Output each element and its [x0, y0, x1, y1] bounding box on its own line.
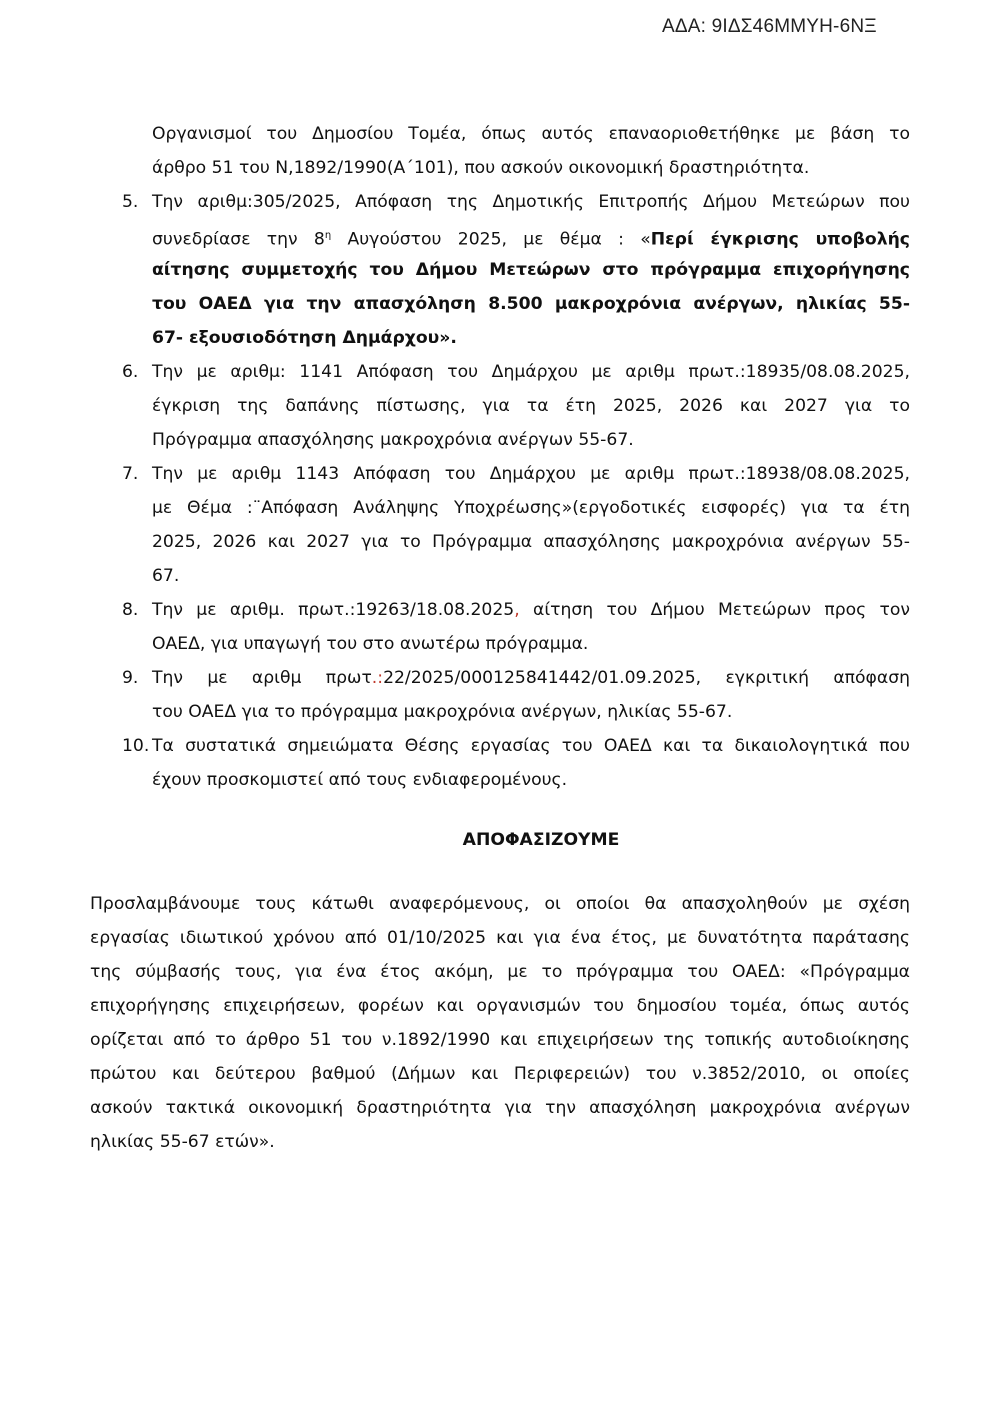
- text-line: Οργανισμοί του Δημοσίου Τομέα, όπως αυτός επαναοριοθετήθηκε με βάση το: [152, 124, 910, 144]
- decision-heading: ΑΠΟΦΑΣΙΖΟΥΜΕ: [462, 830, 620, 850]
- decision-paragraph: [90, 887, 910, 1159]
- item-number: 7.: [122, 464, 139, 484]
- text-line: 67.: [152, 566, 180, 586]
- list-item-7: [90, 457, 910, 593]
- item-number: 9.: [122, 668, 139, 688]
- text-line: της σύμβασής τους, για ένα έτος ακόμη, με το πρόγραμμα του ΟΑΕΔ: «Πρόγραμμα: [90, 962, 910, 982]
- list-item-6: [90, 355, 910, 457]
- text-line: άρθρο 51 του Ν,1892/1990(Α΄101), που ασκούν οικονομική δραστηριότητα.: [152, 158, 810, 178]
- text-line: επιχορήγησης επιχειρήσεων, φορέων και οργανισμών του δημοσίου τομέα, όπως αυτός: [90, 996, 910, 1016]
- list-item-9: [90, 661, 910, 729]
- text-line: έγκριση της δαπάνης πίστωσης, για τα έτη 2025, 2026 και 2027 για το: [152, 396, 910, 416]
- text-line: πρώτου και δεύτερου βαθμού (Δήμων και Περιφερειών) του ν.3852/2010, οι οποίες: [90, 1064, 910, 1084]
- ada-code: ΑΔΑ: 9ΙΔΣ46ΜΜΥΗ-6ΝΞ: [662, 16, 877, 37]
- text-line: Την με αριθμ: 1141 Απόφαση του Δημάρχου με αριθμ πρωτ.:18935/08.08.2025,: [152, 362, 910, 382]
- subject-line: του ΟΑΕΔ για την απασχόληση 8.500 μακροχρόνια ανέργων, ηλικίας 55-: [152, 294, 910, 314]
- text-line: Πρόγραμμα απασχόλησης μακροχρόνια ανέργων 55-67.: [152, 430, 634, 450]
- text-line: Τα συστατικά σημειώματα Θέσης εργασίας του ΟΑΕΔ και τα δικαιολογητικά που: [152, 736, 910, 756]
- text-line: ασκούν τακτικά οικονομική δραστηριότητα για την απασχόληση μακροχρόνια ανέργων: [90, 1098, 910, 1118]
- text-line: με Θέμα :¨Απόφαση Ανάληψης Υποχρέωσης»(εργοδοτικές εισφορές) για τα έτη: [152, 498, 910, 518]
- subject-line: αίτησης συμμετοχής του Δήμου Μετεώρων στο πρόγραμμα επιχορήγησης: [152, 260, 910, 280]
- text-line: ηλικίας 55-67 ετών».: [90, 1132, 275, 1152]
- text-line: έχουν προσκομιστεί από τους ενδιαφερομένους.: [152, 770, 568, 790]
- list-item-8: [90, 593, 910, 661]
- text-line: Προσλαμβάνουμε τους κάτωθι αναφερόμενους, οι οποίοι θα απασχοληθούν με σχέση: [90, 894, 910, 914]
- text-line: 2025, 2026 και 2027 για το Πρόγραμμα απασχόλησης μακροχρόνια ανέργων 55-: [152, 532, 910, 552]
- list-item-5: [90, 185, 910, 355]
- item-number: 5.: [122, 192, 139, 212]
- text-line: του ΟΑΕΔ για το πρόγραμμα μακροχρόνια ανέργων, ηλικίας 55-67.: [152, 702, 733, 722]
- text-line: Την με αριθμ 1143 Απόφαση του Δημάρχου με αριθμ πρωτ.:18938/08.08.2025,: [152, 464, 910, 484]
- document-body: [90, 117, 910, 1159]
- text-line: Την με αριθμ πρωτ.:22/2025/000125841442/01.09.2025, εγκριτική απόφαση: [152, 668, 910, 688]
- text-line: Την με αριθμ. πρωτ.:19263/18.08.2025, αίτηση του Δήμου Μετεώρων προς τον: [152, 600, 910, 620]
- text-line: συνεδρίασε την $8^\eta$ Αυγούστου 2025, με θέμα : «Περί έγκρισης υποβολής: [152, 229, 910, 250]
- text-line: ορίζεται από το άρθρο 51 του ν.1892/1990 και επιχειρήσεων της τοπικής αυτοδιοίκησης: [90, 1030, 910, 1050]
- continuation-text: [152, 117, 910, 185]
- text-line: εργασίας ιδιωτικού χρόνου από 01/10/2025 και για ένα έτος, με δυνατότητα παράτασης: [90, 928, 910, 948]
- item-number: 10.: [122, 736, 150, 756]
- item-number: 6.: [122, 362, 139, 382]
- subject-line: 67- εξουσιοδότηση Δημάρχου».: [152, 328, 457, 348]
- list-item-10: [90, 729, 910, 797]
- text-line: ΟΑΕΔ, για υπαγωγή του στο ανωτέρω πρόγραμμα.: [152, 634, 589, 654]
- item-number: 8.: [122, 600, 139, 620]
- text-line: Την αριθμ:305/2025, Απόφαση της Δημοτικής Επιτροπής Δήμου Μετεώρων που: [152, 192, 910, 212]
